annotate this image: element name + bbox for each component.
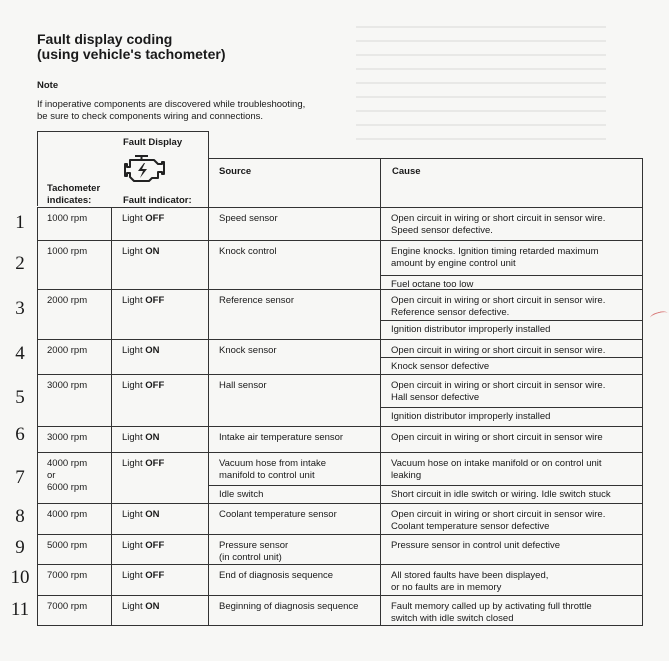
title-line-2: (using vehicle's tachometer) [37,46,226,62]
note-line-1: If inoperative components are discovered while troubleshooting, [37,99,306,110]
cause-text: Engine knocks. Ignition timing retarded maximum [391,246,599,257]
row-number: 3 [15,298,25,319]
source-text: Idle switch [219,489,264,500]
source-text: Hall sensor [219,380,267,391]
table-subrow-line [380,320,643,321]
table-subrow-line [380,407,643,408]
table-border-right [642,158,643,626]
tachometer-header-line-1: Tachometer [47,183,101,194]
rpm-value: 4000 rpm [47,509,88,520]
light-status [122,246,160,258]
table-row-line [37,503,643,504]
table-row-line [37,426,643,427]
light-label: Light [122,213,143,224]
cause-text: leaking [391,470,422,481]
source-text: Reference sensor [219,295,294,306]
light-label: Light [122,458,143,469]
cause-text: Fault memory called up by activating full throttle [391,601,592,612]
source-text: Knock sensor [219,345,277,356]
table-row-line [37,564,643,565]
row-number: 11 [10,599,30,620]
page-title [37,32,226,62]
source-text: End of diagnosis sequence [219,570,334,581]
source-text: Pressure sensor [219,540,289,551]
light-label: Light [122,246,143,257]
table-subrow-line [380,357,643,358]
row-number: 9 [15,537,25,558]
light-status [122,540,164,552]
cause-text: or no faults are in memory [391,582,502,593]
rpm-value: 1000 rpm [47,246,88,257]
light-label: Light [122,570,143,581]
cause-text: Pressure sensor in control unit defective [391,540,560,551]
source-text: Coolant temperature sensor [219,509,337,520]
light-state: OFF [145,570,165,581]
cause-text: Open circuit in wiring or short circuit in sensor wire [391,432,603,443]
table-row-line [37,625,643,626]
source-text: Beginning of diagnosis sequence [219,601,359,612]
light-status [122,213,164,225]
note-heading: Note [37,80,59,91]
row-number: 7 [15,467,25,488]
light-label: Light [122,509,143,520]
light-status [122,380,164,392]
source-text: manifold to control unit [219,470,315,481]
row-number: 8 [15,506,25,527]
rpm-value: 7000 rpm [47,570,88,581]
tachometer-header-line-2: indicates: [47,195,92,206]
fault-indicator-header: Fault indicator: [123,195,192,206]
cause-text: Open circuit in wiring or short circuit in sensor wire. [391,213,606,224]
source-header: Source [219,166,252,177]
cause-text: amount by engine control unit [391,258,516,269]
row-number: 5 [15,387,25,408]
cause-text: All stored faults have been displayed, [391,570,549,581]
table-row-line [37,595,643,596]
cause-text: Open circuit in wiring or short circuit in sensor wire. [391,295,606,306]
show-through-background [356,26,606,146]
table-subrow-line [208,485,643,486]
source-text: Speed sensor [219,213,278,224]
rpm-value: or [47,470,56,481]
rpm-value: 6000 rpm [47,482,88,493]
table-row-line [37,452,643,453]
light-status [122,432,160,444]
cause-text: Vacuum hose on intake manifold or on control unit [391,458,602,469]
cause-text: Open circuit in wiring or short circuit in sensor wire. [391,380,606,391]
cause-text: Open circuit in wiring or short circuit in sensor wire. [391,345,606,356]
light-label: Light [122,380,143,391]
light-label: Light [122,601,143,612]
table-row-line [37,374,643,375]
fault-display-label: Fault Display [123,137,183,148]
light-state: ON [145,601,160,612]
row-number: 1 [15,212,25,233]
source-text: Intake air temperature sensor [219,432,344,443]
cause-text: Speed sensor defective. [391,225,493,236]
table-row-line [37,339,643,340]
source-text: (in control unit) [219,552,282,563]
cause-text: Coolant temperature sensor defective [391,521,550,532]
light-status [122,601,160,613]
cause-header: Cause [392,166,421,177]
light-state: ON [145,432,160,443]
row-number: 6 [15,424,25,445]
table-header-top-line [208,158,643,159]
cause-text: Ignition distributor improperly installed [391,411,551,422]
light-status [122,345,160,357]
light-state: OFF [145,380,165,391]
tachometer-header [47,183,100,207]
light-state: ON [145,509,160,520]
light-state: OFF [145,540,165,551]
rpm-value: 5000 rpm [47,540,88,551]
cause-text: Ignition distributor improperly installed [391,324,551,335]
rpm-value: 3000 rpm [47,432,88,443]
table-row-line [37,240,643,241]
table-row-line [37,207,643,208]
light-state: ON [145,345,160,356]
light-label: Light [122,432,143,443]
table-row-line [37,289,643,290]
cause-text: Hall sensor defective [391,392,480,403]
table-divider-col3 [380,158,381,626]
cause-text: Fuel octane too low [391,279,474,290]
row-number: 2 [15,253,25,274]
light-state: ON [145,246,160,257]
light-label: Light [122,295,143,306]
row-number: 10 [10,567,30,588]
light-status [122,458,164,470]
table-row-line [37,534,643,535]
table-subrow-line [380,275,643,276]
source-text: Knock control [219,246,277,257]
engine-check-icon [122,153,166,185]
cause-text: Open circuit in wiring or short circuit in sensor wire. [391,509,606,520]
rpm-value: 2000 rpm [47,295,88,306]
source-text: Vacuum hose from intake [219,458,327,469]
note-line-2: be sure to check components wiring and connections. [37,111,264,122]
light-state: OFF [145,295,165,306]
light-status [122,570,164,582]
cause-text: Reference sensor defective. [391,307,510,318]
cause-text: Knock sensor defective [391,361,490,372]
rpm-value: 1000 rpm [47,213,88,224]
margin-mark [649,310,668,321]
cause-text: switch with idle switch closed [391,613,514,624]
row-number: 4 [15,343,25,364]
rpm-value: 7000 rpm [47,601,88,612]
note-text [37,99,337,123]
title-line-1: Fault display coding [37,31,173,47]
light-state: OFF [145,458,165,469]
table-divider-col2 [208,131,209,626]
rpm-value: 4000 rpm [47,458,88,469]
light-state: OFF [145,213,165,224]
rpm-value: 2000 rpm [47,345,88,356]
light-status [122,295,164,307]
light-label: Light [122,540,143,551]
cause-text: Short circuit in idle switch or wiring. Idle switch stuck [391,489,611,500]
light-status [122,509,160,521]
rpm-value: 3000 rpm [47,380,88,391]
light-label: Light [122,345,143,356]
